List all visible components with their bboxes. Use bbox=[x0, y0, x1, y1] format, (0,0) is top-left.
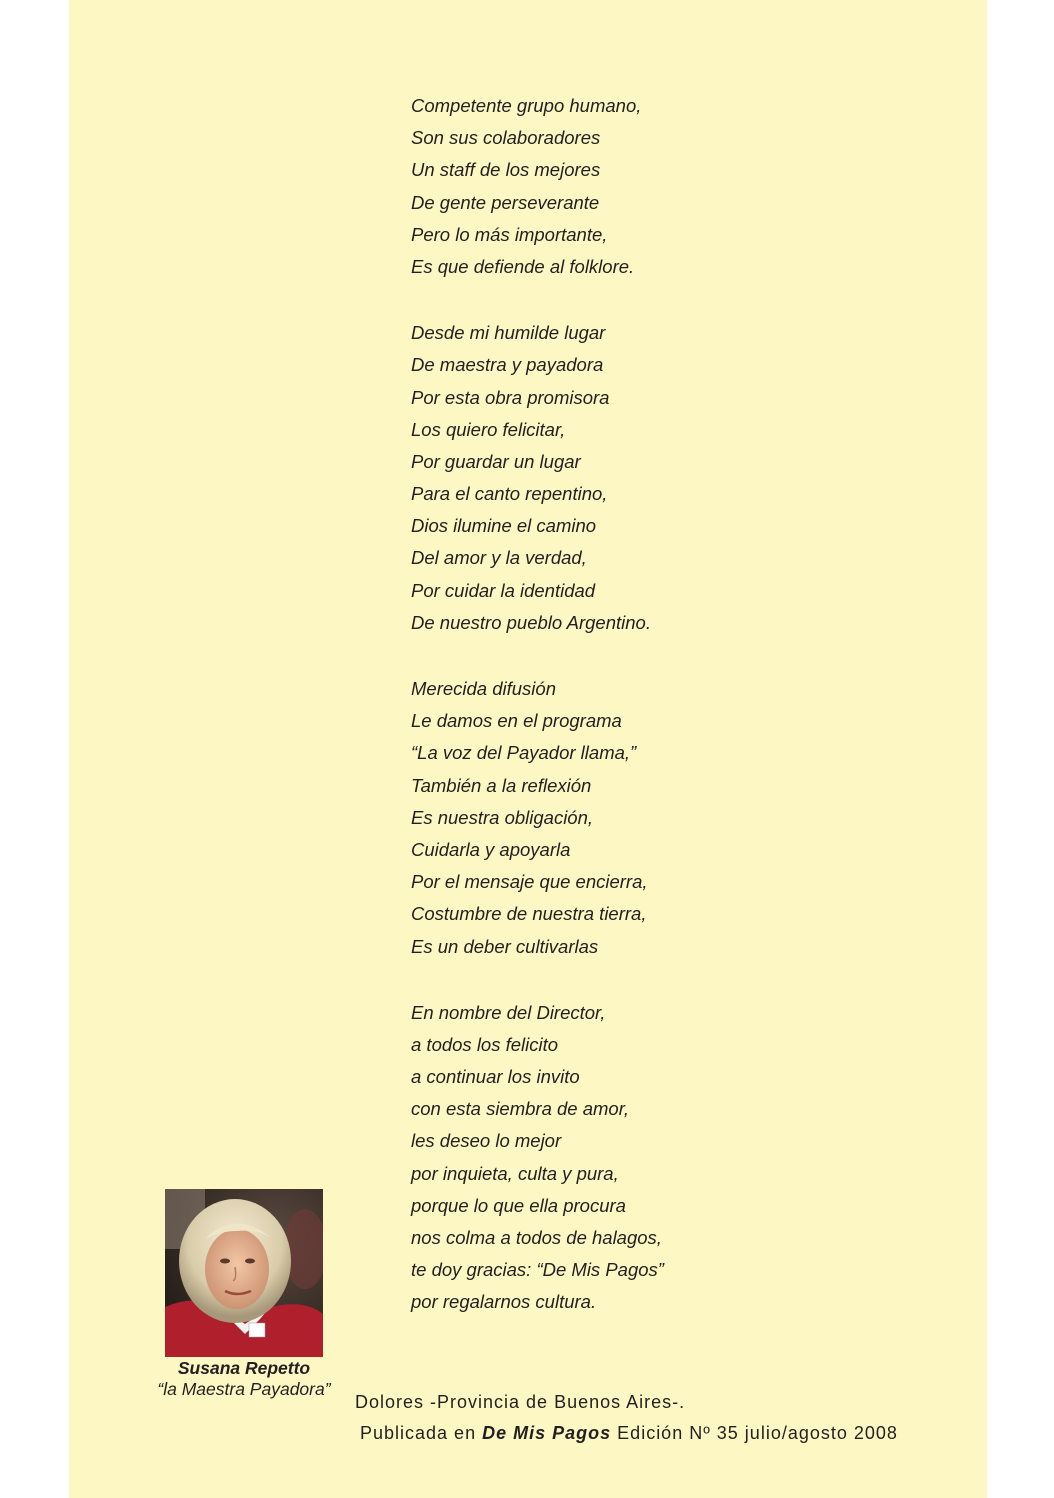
poem-line: por inquieta, culta y pura, bbox=[411, 1162, 619, 1184]
poem-line: a continuar los invito bbox=[411, 1066, 580, 1088]
poem-line: Merecida difusión bbox=[411, 678, 556, 699]
poem-line: Son sus colaboradores bbox=[411, 127, 601, 149]
author-photo bbox=[165, 1189, 323, 1357]
stanza bbox=[411, 673, 931, 963]
page bbox=[69, 0, 987, 1498]
edition-info: Edición Nº 35 julio/agosto 2008 bbox=[617, 1423, 898, 1443]
poem-line: Un staff de los mejores bbox=[411, 159, 601, 181]
author-portrait-image bbox=[165, 1189, 323, 1357]
poem-line: por regalarnos cultura. bbox=[411, 1291, 597, 1313]
poem-line: Por cuidar la identidad bbox=[411, 579, 596, 601]
poem-line: Es un deber cultivarlas bbox=[411, 935, 599, 957]
place-line: Dolores -Provincia de Buenos Aires-. bbox=[355, 1392, 686, 1412]
poem-line: Competente grupo humano, bbox=[411, 95, 642, 116]
poem-line: Le damos en el programa bbox=[411, 710, 622, 732]
poem-line: nos colma a todos de halagos, bbox=[411, 1227, 662, 1248]
poem-line: a todos los felicito bbox=[411, 1033, 559, 1055]
author-caption bbox=[129, 1358, 359, 1400]
author-name: Susana Repetto bbox=[177, 1358, 311, 1378]
poem-line: Es que defiende al folklore. bbox=[411, 255, 635, 277]
author-title: “la Maestra Payadora” bbox=[157, 1379, 331, 1399]
poem-line: De nuestro pueblo Argentino. bbox=[411, 611, 651, 633]
poem-line: De gente perseverante bbox=[411, 191, 600, 213]
poem-line: Por esta obra promisora bbox=[411, 386, 610, 408]
poem-line: Los quiero felicitar, bbox=[411, 418, 566, 440]
poem-line: De maestra y payadora bbox=[411, 354, 604, 376]
poem-line: En nombre del Director, bbox=[411, 1001, 606, 1023]
poem-line: También a la reflexión bbox=[411, 774, 592, 796]
poem-line: Por el mensaje que encierra, bbox=[411, 871, 648, 893]
poem-line: Desde mi humilde lugar bbox=[411, 322, 606, 344]
poem-line: Del amor y la verdad, bbox=[411, 547, 587, 569]
poem-line: porque lo que ella procura bbox=[411, 1194, 626, 1216]
magazine-name: De Mis Pagos bbox=[482, 1423, 612, 1443]
published-prefix: Publicada en bbox=[360, 1423, 477, 1443]
poem-line: les deseo lo mejor bbox=[411, 1130, 562, 1152]
poem-line: Es nuestra obligación, bbox=[411, 806, 594, 828]
stanza bbox=[411, 317, 931, 639]
stanza bbox=[411, 997, 931, 1319]
poem-line: Pero lo más importante, bbox=[411, 223, 608, 245]
stanza bbox=[411, 90, 931, 283]
poem-line: con esta siembra de amor, bbox=[411, 1098, 629, 1120]
publication-line bbox=[360, 1423, 898, 1444]
poem-line: Para el canto repentino, bbox=[411, 483, 608, 505]
poem-line: te doy gracias: “De Mis Pagos” bbox=[411, 1259, 664, 1281]
poem-line: Por guardar un lugar bbox=[411, 450, 581, 472]
poem-line: Cuidarla y apoyarla bbox=[411, 838, 571, 860]
poem bbox=[411, 90, 931, 1353]
poem-line: Dios ilumine el camino bbox=[411, 515, 597, 537]
poem-line: Costumbre de nuestra tierra, bbox=[411, 903, 647, 925]
poem-line: “La voz del Payador llama,” bbox=[411, 742, 637, 764]
